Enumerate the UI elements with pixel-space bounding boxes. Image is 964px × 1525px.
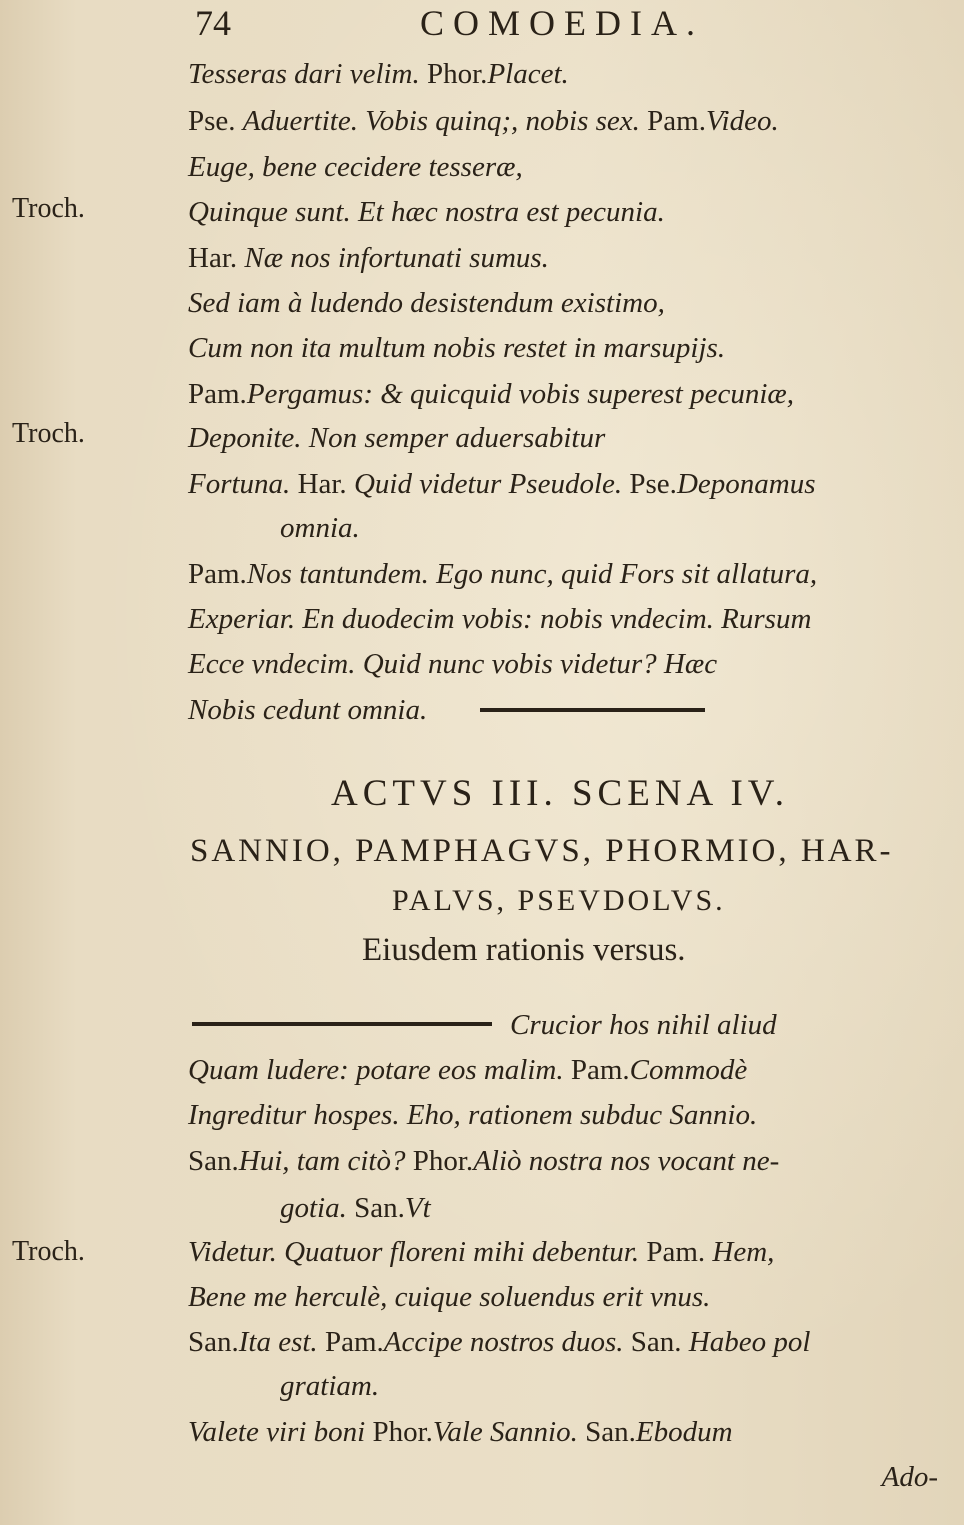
verse-line bbox=[280, 506, 964, 550]
verse-text: Nobis cedunt omnia. bbox=[188, 694, 428, 726]
verse-line bbox=[188, 145, 948, 189]
verse-text: gotia. bbox=[280, 1192, 355, 1224]
speaker-abbrev: Pam. bbox=[188, 558, 247, 590]
verse-text: Deponamus bbox=[676, 468, 816, 500]
verse-line bbox=[188, 1093, 948, 1137]
speaker-abbrev: Phor. bbox=[372, 1416, 433, 1448]
speaker-abbrev: Phor. bbox=[412, 1145, 474, 1177]
verse-line bbox=[188, 1048, 948, 1092]
verse-line bbox=[188, 597, 948, 641]
verse-text: Videtur. Quatuor floreni mihi debentur. bbox=[188, 1236, 647, 1268]
verse-text: gratiam. bbox=[280, 1370, 380, 1402]
speaker-abbrev: Pam. bbox=[324, 1326, 384, 1358]
verse-text: Accipe nostros duos. bbox=[383, 1326, 631, 1358]
verse-text: Næ nos infortunati sumus. bbox=[244, 242, 549, 274]
page-header bbox=[195, 2, 895, 52]
verse-text: omnia. bbox=[280, 512, 360, 544]
verse-line bbox=[188, 190, 948, 234]
speaker-abbrev: Pam. bbox=[188, 378, 247, 410]
verse-line bbox=[188, 1230, 948, 1274]
verse-text: Ingreditur hospes. Eho, rationem subduc Sannio. bbox=[188, 1099, 758, 1131]
verse-line bbox=[188, 552, 948, 596]
page-number: 74 bbox=[195, 3, 231, 43]
verse-text: Ebodum bbox=[635, 1416, 733, 1448]
margin-note-troch: Troch. bbox=[12, 1236, 85, 1267]
verse-text: Quid videtur Pseudole. bbox=[353, 468, 630, 500]
speaker-abbrev: San. bbox=[354, 1192, 405, 1224]
characters-list-line: PALVS, PSEVDOLVS. bbox=[392, 884, 726, 917]
verse-line bbox=[510, 1003, 964, 1047]
speaker-abbrev: Pam. bbox=[647, 105, 706, 137]
verse-text: Fortuna. bbox=[188, 468, 298, 500]
verse-text: Cum non ita multum nobis restet in marsupijs. bbox=[188, 332, 726, 364]
verse-line bbox=[280, 1186, 964, 1230]
verse-text: Euge, bene cecidere tesseræ, bbox=[188, 151, 523, 183]
verse-line bbox=[188, 236, 948, 280]
verse-line bbox=[188, 1320, 948, 1364]
speaker-abbrev: San. bbox=[585, 1416, 636, 1448]
verse-line bbox=[188, 372, 948, 416]
verse-text: Aduertite. Vobis quinq;, nobis sex. bbox=[242, 105, 648, 137]
verse-line bbox=[188, 1410, 948, 1454]
verse-text: Bene me herculè, cuique soluendus erit vnus. bbox=[188, 1281, 711, 1313]
catchword bbox=[882, 1455, 938, 1499]
verse-text: Sed iam à ludendo desistendum existimo, bbox=[188, 287, 665, 319]
verse-form-note: Eiusdem rationis versus. bbox=[362, 932, 686, 968]
verse-text: Crucior hos nihil aliud bbox=[510, 1009, 777, 1041]
closing-rule bbox=[480, 708, 705, 712]
speaker-abbrev: Phor. bbox=[427, 58, 488, 90]
speaker-abbrev: Pam. bbox=[570, 1054, 630, 1086]
verse-text: Deponite. Non semper aduersabitur bbox=[188, 422, 606, 454]
verse-text: Video. bbox=[705, 105, 779, 137]
verse-text: Ado- bbox=[881, 1461, 938, 1493]
verse-line bbox=[188, 1139, 948, 1183]
verse-text: Vale Sannio. bbox=[432, 1416, 586, 1448]
verse-text: Hui, tam citò? bbox=[238, 1145, 413, 1177]
speaker-abbrev: San. bbox=[188, 1145, 239, 1177]
verse-text: Placet. bbox=[487, 58, 569, 90]
verse-text: Hem, bbox=[705, 1236, 775, 1268]
speaker-abbrev: Pse. bbox=[629, 468, 677, 500]
speaker-abbrev: San. bbox=[630, 1326, 682, 1358]
verse-line bbox=[188, 1275, 948, 1319]
margin-note-troch: Troch. bbox=[12, 193, 85, 224]
margin-note-troch: Troch. bbox=[12, 418, 85, 449]
verse-text: Habeo pol bbox=[681, 1326, 811, 1358]
running-head: COMOEDIA. bbox=[420, 3, 704, 43]
verse-text: Valete viri boni bbox=[188, 1416, 373, 1448]
speaker-abbrev: San. bbox=[188, 1326, 239, 1358]
verse-text: Experiar. En duodecim vobis: nobis vndecim. Rursum bbox=[188, 603, 812, 635]
verse-text: Ita est. bbox=[238, 1326, 325, 1358]
verse-line bbox=[188, 281, 948, 325]
characters-list-line: SANNIO, PAMPHAGVS, PHORMIO, HAR- bbox=[190, 833, 894, 869]
verse-text: Commodè bbox=[629, 1054, 748, 1086]
speaker-abbrev: Pse. bbox=[188, 105, 243, 137]
speaker-abbrev: Pam. bbox=[646, 1236, 706, 1268]
verse-text: Quinque sunt. Et hæc nostra est pecunia. bbox=[188, 196, 665, 228]
act-scene-heading: ACTVS III. SCENA IV. bbox=[330, 773, 790, 814]
verse-text: Quam ludere: potare eos malim. bbox=[188, 1054, 571, 1086]
verse-text: Aliò nostra nos vocant ne- bbox=[473, 1145, 780, 1177]
verse-line bbox=[188, 462, 948, 506]
verse-line bbox=[188, 416, 948, 460]
speaker-abbrev: Har. bbox=[297, 468, 354, 500]
verse-text: Tesseras dari velim. bbox=[188, 58, 427, 90]
opening-rule bbox=[192, 1022, 492, 1026]
verse-text: Nos tantundem. Ego nunc, quid Fors sit allatura, bbox=[246, 558, 818, 590]
verse-line bbox=[188, 326, 948, 370]
verse-line bbox=[188, 99, 948, 143]
verse-text: Pergamus: & quicquid vobis superest pecuniæ, bbox=[246, 378, 794, 410]
verse-line bbox=[188, 642, 948, 686]
verse-line bbox=[188, 52, 948, 96]
speaker-abbrev: Har. bbox=[188, 242, 245, 274]
verse-line bbox=[280, 1364, 964, 1408]
verse-text: Ecce vndecim. Quid nunc vobis videtur? Hæc bbox=[188, 648, 718, 680]
verse-text: Vt bbox=[404, 1192, 431, 1224]
